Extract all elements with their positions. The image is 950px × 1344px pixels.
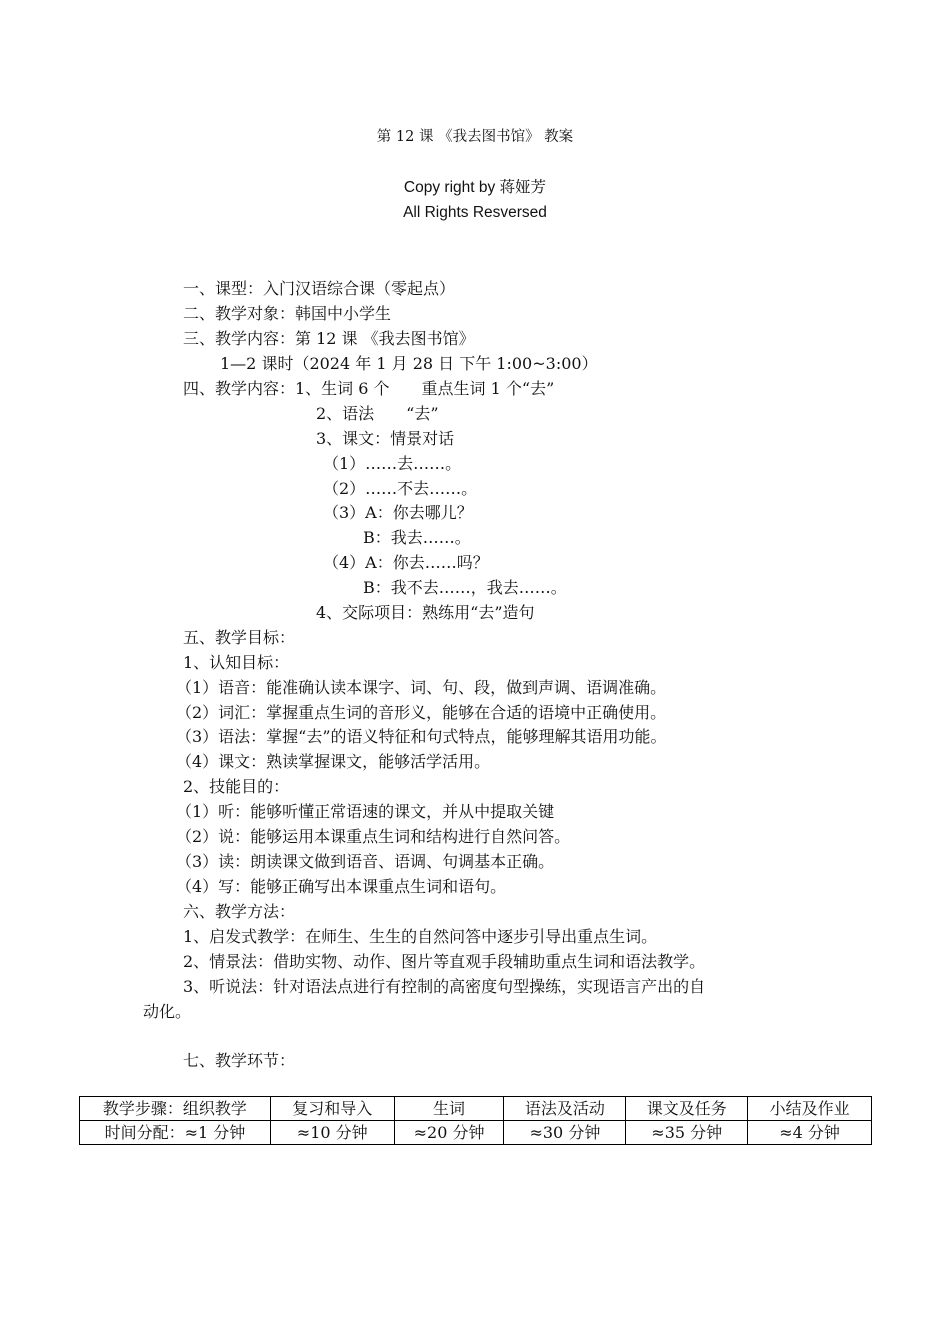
method-item: 3、听说法：针对语法点进行有控制的高密度句型操练，实现语言产出的自 bbox=[183, 977, 706, 996]
objective-item: （2）说：能够运用本课重点生词和结构进行自然问答。 bbox=[176, 827, 571, 846]
table-cell: 课文及任务 bbox=[626, 1097, 748, 1121]
table-cell: ≈30 分钟 bbox=[504, 1121, 626, 1145]
document-title: 第 12 课 《我去图书馆》 教案 bbox=[376, 129, 574, 145]
method-item: 1、启发式教学：在师生、生生的自然问答中逐步引导出重点生词。 bbox=[183, 927, 658, 946]
teaching-audience: 二、教学对象：韩国中小学生 bbox=[183, 304, 392, 323]
objective-item: 1、认知目标： bbox=[183, 653, 290, 672]
objective-item: （3）读：朗读课文做到语音、语调、句调基本正确。 bbox=[176, 852, 555, 871]
rights-line: All Rights Resversed bbox=[403, 204, 547, 221]
table-cell: 复习和导入 bbox=[270, 1097, 394, 1121]
dialogue-line: （1）……去……。 bbox=[323, 454, 462, 473]
objective-item: （3）语法：掌握“去”的语义特征和句式特点，能够理解其语用功能。 bbox=[176, 727, 667, 746]
content-item: 2、语法 “去” bbox=[316, 404, 439, 423]
dialogue-line: B：我去……。 bbox=[363, 528, 471, 547]
content-item: 4、交际项目：熟练用“去”造句 bbox=[316, 603, 535, 622]
objective-item: （2）词汇：掌握重点生词的音形义，能够在合适的语境中正确使用。 bbox=[176, 703, 667, 722]
method-item: 2、情景法：借助实物、动作、图片等直观手段辅助重点生词和语法教学。 bbox=[183, 952, 706, 971]
schedule-table bbox=[79, 1096, 872, 1145]
dialogue-line: B：我不去……，我去……。 bbox=[363, 578, 567, 597]
table-cell: ≈20 分钟 bbox=[394, 1121, 504, 1145]
table-cell: 小结及作业 bbox=[748, 1097, 872, 1121]
copyright-line: Copy right by 蒋娅芳 bbox=[403, 179, 547, 196]
dialogue-line: （3）A：你去哪儿？ bbox=[323, 503, 473, 522]
table-cell: 教学步骤：组织教学 bbox=[80, 1097, 271, 1121]
objective-item: （4）写：能够正确写出本课重点生词和语句。 bbox=[176, 877, 507, 896]
objective-item: （1）语音：能准确认读本课字、词、句、段，做到声调、语调准确。 bbox=[176, 678, 667, 697]
method-item-continuation: 动化。 bbox=[143, 1002, 192, 1021]
objective-item: （4）课文：熟读掌握课文，能够活学活用。 bbox=[176, 752, 491, 771]
lesson-time: 1—2 课时（2024 年 1 月 28 日 下午 1:00~3:00） bbox=[220, 354, 598, 373]
steps-heading: 七、教学环节： bbox=[183, 1051, 296, 1070]
table-row bbox=[80, 1097, 872, 1121]
dialogue-line: （2）……不去……。 bbox=[323, 479, 478, 498]
table-cell: ≈35 分钟 bbox=[626, 1121, 748, 1145]
table-cell: 时间分配：≈1 分钟 bbox=[80, 1121, 271, 1145]
objectives-heading: 五、教学目标： bbox=[183, 628, 296, 647]
dialogue-line: （4）A：你去……吗？ bbox=[323, 553, 489, 572]
content-item: 3、课文：情景对话 bbox=[316, 429, 455, 448]
table-cell: 语法及活动 bbox=[504, 1097, 626, 1121]
objective-item: （1）听：能够听懂正常语速的课文，并从中提取关键 bbox=[176, 802, 555, 821]
table-row bbox=[80, 1121, 872, 1145]
table-cell: ≈4 分钟 bbox=[748, 1121, 872, 1145]
course-type: 一、课型：入门汉语综合课（零起点） bbox=[183, 279, 456, 298]
table-cell: 生词 bbox=[394, 1097, 504, 1121]
objective-item: 2、技能目的： bbox=[183, 777, 290, 796]
table-cell: ≈10 分钟 bbox=[270, 1121, 394, 1145]
content-title: 三、教学内容：第 12 课 《我去图书馆》 bbox=[183, 329, 475, 348]
content-item: 四、教学内容：1、生词 6 个 重点生词 1 个“去” bbox=[183, 379, 555, 398]
methods-heading: 六、教学方法： bbox=[183, 902, 296, 921]
